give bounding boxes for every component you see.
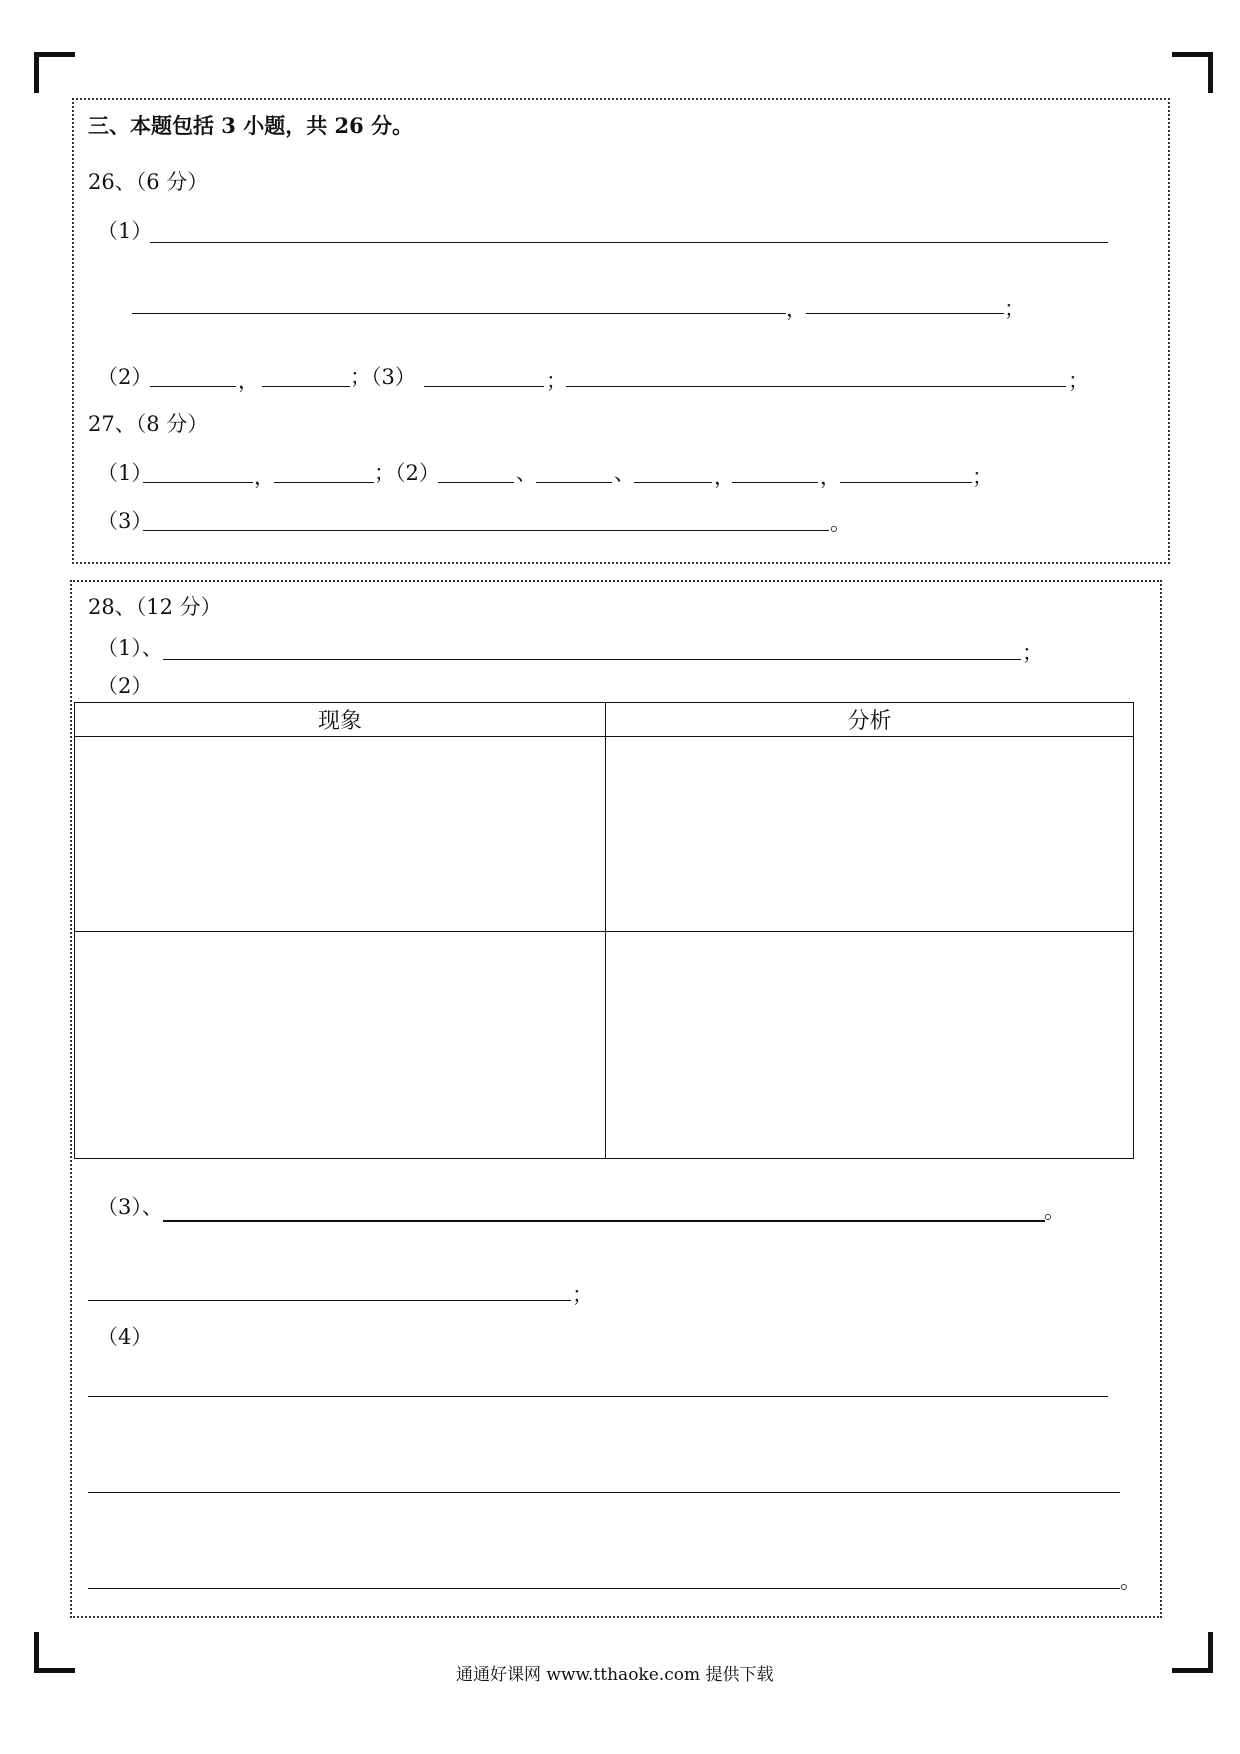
q26-comma-2: ， (238, 369, 259, 393)
q28-semicolon: ； (1022, 641, 1043, 665)
q27-part2-blank-b[interactable] (536, 482, 612, 483)
q26-part2-blank-a[interactable] (150, 386, 236, 387)
crop-mark-bottom-left (34, 1632, 75, 1673)
q28-part4-label: （4） (97, 1325, 153, 1349)
table-header-phenomenon: 现象 (75, 703, 606, 737)
q26-part1-label: （1） (97, 219, 153, 243)
q28-table (74, 702, 1134, 1159)
table-cell-r2-phenomenon[interactable] (75, 932, 606, 1159)
footer-text: 通通好课网 www.tthaoke.com 提供下载 (456, 1665, 774, 1685)
q28-part3-blank-a[interactable] (163, 1220, 1045, 1222)
table-cell-r1-analysis[interactable] (606, 737, 1134, 932)
q28-part4-blank-c[interactable] (88, 1588, 1120, 1589)
q27-part1-blank-b[interactable] (274, 482, 374, 483)
q27-part2-blank-a[interactable] (438, 482, 514, 483)
table-cell-r1-phenomenon[interactable] (75, 737, 606, 932)
q27-part1-blank-a[interactable] (143, 482, 253, 483)
q27-period: 。 (830, 511, 851, 535)
q27-comma-2: ， (714, 465, 735, 489)
section-heading: 三、本题包括 3 小题，共 26 分。 (88, 113, 414, 138)
crop-mark-top-left (34, 52, 75, 93)
q26-part3-label: ；（3） (350, 365, 416, 389)
table-cell-r2-analysis[interactable] (606, 932, 1134, 1159)
q28-part2-label: （2） (97, 674, 153, 698)
q28-part4-blank-b[interactable] (88, 1492, 1120, 1493)
q26-semicolon-3: ； (1068, 369, 1089, 393)
q27-comma-3: ， (820, 465, 841, 489)
q28-title: 28、（12 分） (88, 595, 222, 619)
answer-box-26-27 (72, 98, 1170, 564)
q27-part2-blank-d[interactable] (732, 482, 818, 483)
q28-period-1: 。 (1044, 1199, 1065, 1223)
q27-part2-blank-c[interactable] (634, 482, 712, 483)
q28-part1-blank[interactable] (163, 659, 1021, 660)
q28-semicolon-2: ； (572, 1283, 593, 1307)
q27-part3-label: （3） (97, 509, 153, 533)
q28-part3-label: （3）、 (97, 1195, 163, 1219)
q26-semicolon-2: ； (546, 369, 567, 393)
q27-part2-label: ；（2） (374, 461, 440, 485)
crop-mark-top-right (1172, 52, 1213, 93)
q27-part1-label: （1） (97, 461, 153, 485)
q26-part2-label: （2） (97, 365, 153, 389)
q26-part1-blank-b[interactable] (132, 313, 786, 314)
crop-mark-bottom-right (1172, 1632, 1213, 1673)
q28-part3-blank-b[interactable] (88, 1300, 571, 1301)
q26-part2-blank-b[interactable] (262, 386, 350, 387)
q26-part3-blank-b[interactable] (566, 386, 1066, 387)
q27-part3-blank[interactable] (143, 530, 829, 531)
q28-period-2: 。 (1120, 1569, 1141, 1593)
q26-part3-blank-a[interactable] (424, 386, 544, 387)
q27-part2-blank-e[interactable] (840, 482, 972, 483)
q27-semicolon: ； (972, 465, 993, 489)
q26-semicolon-1: ； (1004, 297, 1025, 321)
q26-part1-blank-c[interactable] (806, 313, 1004, 314)
q27-dun-1: 、 (516, 461, 537, 485)
q27-title: 27、（8 分） (88, 412, 209, 436)
q28-part4-blank-a[interactable] (88, 1396, 1108, 1397)
q27-comma-1: ， (254, 465, 275, 489)
q26-comma: ， (786, 297, 807, 321)
q27-dun-2: 、 (614, 461, 635, 485)
table-header-analysis: 分析 (606, 703, 1134, 737)
q26-title: 26、（6 分） (88, 170, 209, 194)
q28-part1-label: （1）、 (97, 636, 163, 660)
q26-part1-blank-a[interactable] (150, 242, 1108, 243)
